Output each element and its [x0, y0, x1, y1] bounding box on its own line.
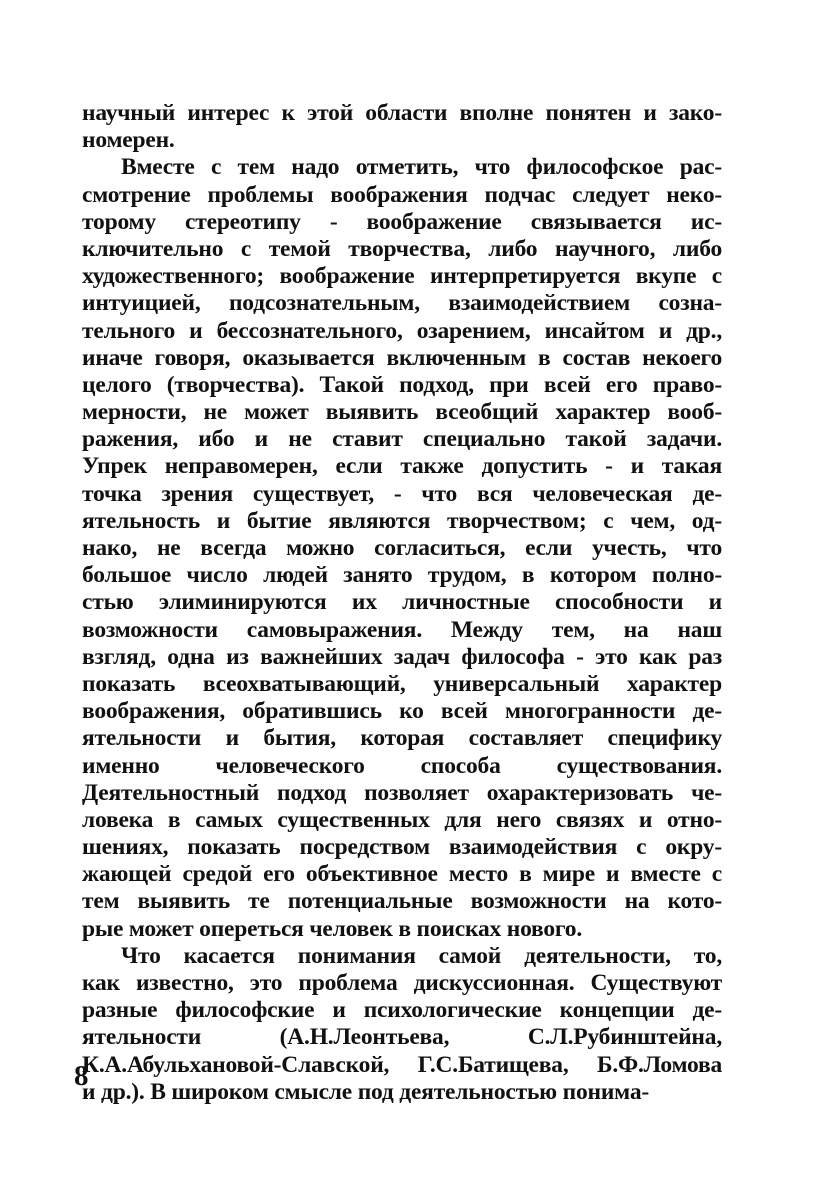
body-text	[82, 100, 722, 1106]
paragraph	[82, 154, 722, 942]
text-line: Упрек неправомерен, если также допустить - и такая	[82, 453, 722, 480]
text-line: взгляд, одна из важнейших задач философа - это как раз	[82, 643, 722, 670]
text-line: точка зрения существует, - что вся человеческая де-	[82, 480, 722, 507]
text-line: тельного и бессознательного, озарением, инсайтом и др.,	[82, 317, 722, 344]
text-line: рые может опереться человек в поисках нового.	[82, 915, 583, 942]
text-line: ятельности (А.Н.Леонтьева, С.Л.Рубинштейна,	[82, 1024, 722, 1051]
text-line: жающей средой его объективное место в мире и вместе с	[82, 861, 722, 888]
text-line: ятельность и бытие являются творчеством; с чем, од-	[82, 507, 722, 534]
text-line: тем выявить те потенциальные возможности на кото-	[82, 888, 722, 915]
text-line: К.А.Абульхановой-Славской, Г.С.Батищева, Б.Ф.Ломова	[82, 1051, 722, 1078]
text-line: торому стереотипу - воображение связывается ис-	[82, 208, 722, 235]
text-line: возможности самовыражения. Между тем, на наш	[82, 616, 722, 643]
text-line: научный интерес к этой области вполне понятен и зако-	[82, 100, 722, 126]
text-line: и др.). В широком смысле под деятельностью понима-	[82, 1078, 650, 1105]
text-line: смотрение проблемы воображения подчас следует неко-	[82, 181, 722, 208]
text-line: показать всеохватывающий, универсальный характер	[82, 670, 722, 697]
paragraph	[82, 943, 722, 1106]
text-line: ловека в самых существенных для него связях и отно-	[82, 806, 722, 833]
text-line: разные философские и психологические концепции де-	[82, 997, 722, 1024]
text-line: номерен.	[82, 127, 175, 154]
text-line: Что касается понимания самой деятельности, то,	[121, 942, 722, 969]
text-line: иначе говоря, оказывается включенным в состав некоего	[82, 344, 722, 371]
page-number: 8	[74, 1060, 89, 1092]
text-line: шениях, показать посредством взаимодействия с окру-	[82, 834, 722, 861]
text-line: ключительно с темой творчества, либо научного, либо	[82, 235, 722, 262]
text-line: именно человеческого способа существования.	[82, 752, 722, 779]
paragraph	[82, 100, 722, 154]
text-line: мерности, не может выявить всеобщий характер вооб-	[82, 399, 722, 426]
text-line: большое число людей занято трудом, в котором полно-	[82, 562, 722, 589]
text-line: стью элиминируются их личностные способности и	[82, 589, 722, 616]
text-line: ятельности и бытия, которая составляет специфику	[82, 725, 722, 752]
text-line: Вместе с тем надо отметить, что философское рас-	[121, 154, 722, 181]
text-line: художественного; воображение интерпретируется вкупе с	[82, 263, 722, 290]
text-line: целого (творчества). Такой подход, при всей его право-	[82, 371, 722, 398]
text-line: интуицией, подсознательным, взаимодействием созна-	[82, 290, 722, 317]
text-line: как известно, это проблема дискуссионная. Существуют	[82, 970, 722, 996]
text-line: ражения, ибо и не ставит специально такой задачи.	[82, 426, 722, 453]
text-line: нако, не всегда можно согласиться, если учесть, что	[82, 535, 722, 561]
text-line: воображения, обратившись ко всей многогранности де-	[82, 698, 722, 725]
text-line: Деятельностный подход позволяет охарактеризовать че-	[82, 779, 722, 806]
